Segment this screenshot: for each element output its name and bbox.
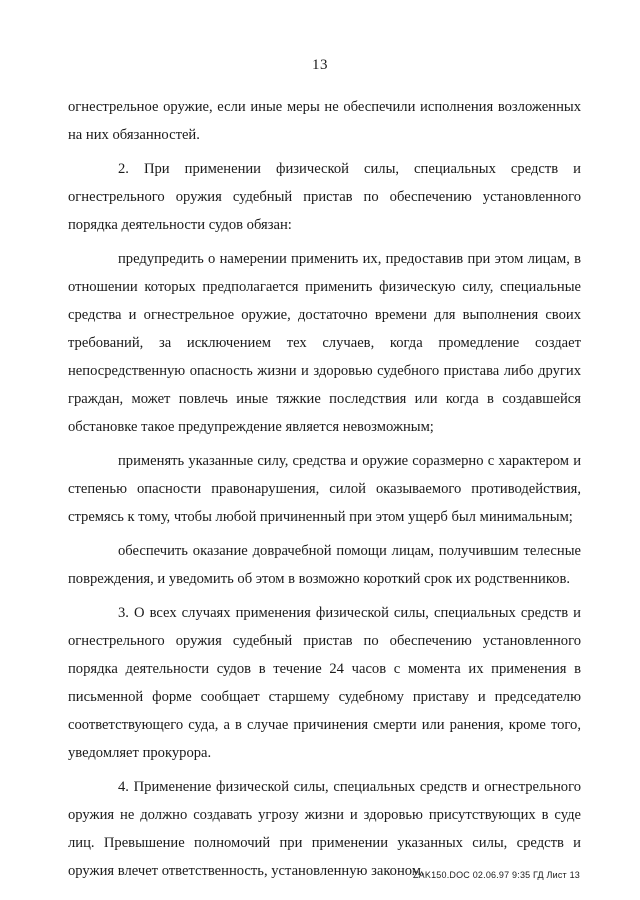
page-footer: ZAK150.DOC 02.06.97 9:35 ГД Лист 13 bbox=[412, 870, 580, 880]
paragraph-warn-duty: предупредить о намерении применить их, предоставив при этом лицам, в отношении которых предполагается применить физическую силу, специальные средства и огнестрельное оружие, достаточно времени для выполнения своих требований, за исключением тех случаев, когда промедление создает непосредственную опасность жизни и здоровью судебного пристава либо других граждан, может повлечь иные тяжкие последствия или когда в создавшейся обстановке такое предупреждение является невозможным; bbox=[68, 251, 581, 435]
body-text bbox=[68, 93, 581, 885]
page-number: 13 bbox=[312, 57, 328, 73]
paragraph-continuation: огнестрельное оружие, если иные меры не обеспечили исполнения возложенных на них обязанностей. bbox=[68, 99, 581, 143]
paragraph-clause-2: 2. При применении физической силы, специальных средств и огнестрельного оружия судебный пристав по обеспечению установленного порядка деятельности судов обязан: bbox=[68, 161, 581, 233]
paragraph-proportional-duty: применять указанные силу, средства и оружие соразмерно с характером и степенью опасности правонарушения, силой оказываемого противодействия, стремясь к тому, чтобы любой причиненный при этом ущерб был минимальным; bbox=[68, 453, 581, 525]
paragraph-clause-3: 3. О всех случаях применения физической силы, специальных средств и огнестрельного оружия судебный пристав по обеспечению установленного порядка деятельности судов в течение 24 часов с момента их применения в письменной форме сообщает старшему судебному приставу и председателю соответствующего суда, а в случае причинения смерти или ранения, кроме того, уведомляет прокурора. bbox=[68, 605, 581, 761]
paragraph-clause-4: 4. Применение физической силы, специальных средств и огнестрельного оружия не должно создавать угрозу жизни и здоровью присутствующих в суде лиц. Превышение полномочий при применении указанных силы, средств и оружия влечет ответственность, установленную законом. bbox=[68, 779, 581, 879]
paragraph-first-aid-duty: обеспечить оказание доврачебной помощи лицам, получившим телесные повреждения, и уведомить об этом в возможно короткий срок их родственников. bbox=[68, 543, 581, 587]
